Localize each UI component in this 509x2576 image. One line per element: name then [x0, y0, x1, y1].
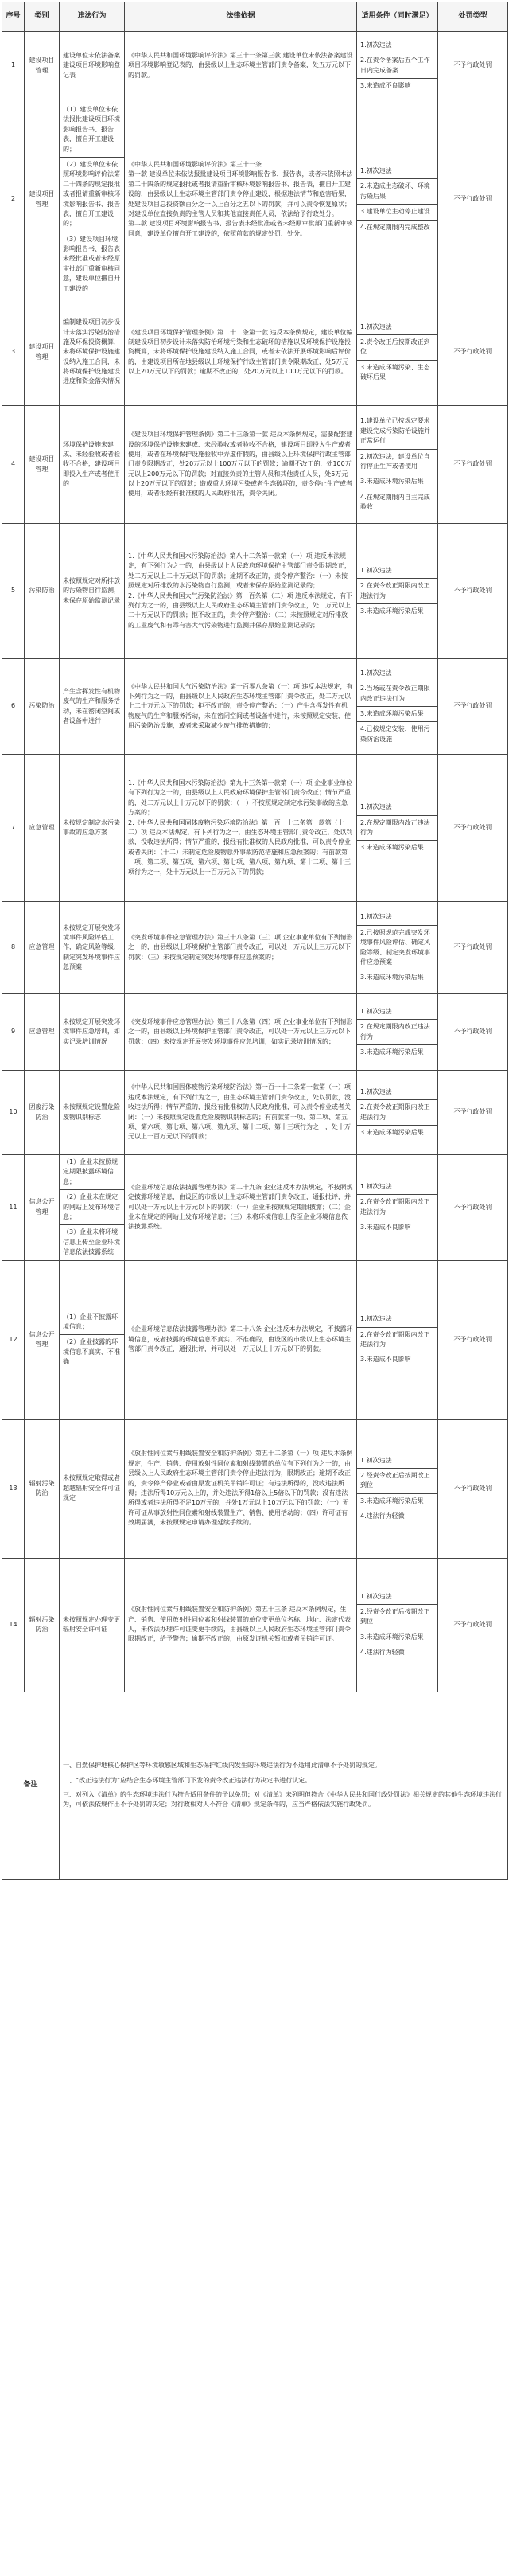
- condition-item: 3.未造成环境污染后果: [360, 607, 424, 615]
- table-row: [2, 1558, 508, 1692]
- row-conditions: [357, 1155, 438, 1261]
- condition-item: 2.经责令改正后按期改正到位: [357, 1469, 437, 1494]
- row-penalty-type: 不予行政处罚: [438, 32, 508, 100]
- row-number: 6: [2, 659, 25, 755]
- note-label: 备注: [2, 1692, 60, 1879]
- condition-item: 1.初次违法: [357, 1180, 437, 1195]
- row-conditions: [357, 994, 438, 1071]
- row-conditions: [357, 100, 438, 299]
- row-penalty-type: 不予行政处罚: [438, 100, 508, 299]
- table-row: [2, 299, 508, 406]
- row-conditions: [357, 659, 438, 755]
- row-category: 建设项目管理: [25, 32, 60, 100]
- row-number: 13: [2, 1419, 25, 1558]
- table-row: [2, 1260, 508, 1419]
- violation-item: （2）企业披露的环境信息不真实、不准确: [63, 1338, 120, 1366]
- condition-item: 1.初次违法: [357, 1454, 437, 1469]
- row-penalty-type: 不予行政处罚: [438, 659, 508, 755]
- row-conditions: [357, 755, 438, 902]
- row-legal-basis: 《中华人民共和国固体废物污染环境防治法》第一百一十二条第一款第（一）项 违反本法规定，有下列行为之一，由生态环境主管部门责令改正，处以罚款，没收违法所得；情节严重的，报经有批准权的人民政府批准，可以责令停业或者关闭：（一）未按照规定设置危险废物识别标志的；有前款第一项、第二项、第五项、第六项、第七项、第八项、第九项、第十二项、第十三项行为之一，处十万元以上一百万元以下的罚款；: [125, 1071, 357, 1155]
- note-body: [60, 1692, 508, 1879]
- row-legal-basis: 《放射性同位素与射线装置安全和防护条例》第五十二条第（一）项 违反本条例规定，生产、销售、使用放射性同位素和射线装置的单位有下列行为之一的，由县级以上人民政府生态环境主管部门责令停止违法行为，限期改正；逾期不改正的，责令停产停业或者由原发证机关吊销许可证；有违法所得的，没收违法所得；违法所得10万元以上的，并处违法所得1倍以上5倍以下的罚款；没有违法所得或者违法所得不足10万元的，并处1万元以上10万元以下的罚款：（一）无许可证从事放射性同位素和射线装置生产、销售、使用活动的；（四）许可证有效期届满，未按照规定申请办理延续手续的。: [125, 1419, 357, 1558]
- condition-item: 3.未造成不良影响: [360, 81, 411, 89]
- table-row: [2, 1419, 508, 1558]
- row-penalty-type: 不予行政处罚: [438, 1419, 508, 1558]
- condition-item: 1.初次违法: [357, 164, 437, 179]
- row-number: 7: [2, 755, 25, 902]
- header-conditions: 适用条件（同时满足）: [357, 2, 438, 32]
- table-row: [2, 100, 508, 299]
- note-row: [2, 1692, 508, 1879]
- row-violation: 未按规定开展突发环境事件应急培训，如实记录培训情况: [60, 994, 125, 1071]
- row-number: 11: [2, 1155, 25, 1261]
- row-violation: [60, 1260, 125, 1419]
- row-number: 3: [2, 299, 25, 406]
- condition-item: 3.未造成不良影响: [360, 1356, 411, 1364]
- condition-item: 2.经责令改正后按期改正到位: [357, 1605, 437, 1630]
- header-legal-basis: 法律依据: [125, 2, 357, 32]
- condition-item: 3.未造成不良影响: [360, 1224, 411, 1231]
- note-item: 三、对列入《清单》的生态环境违法行为符合适用条件的予以免罚；对《清单》未列明但符合《中华人民共和国行政处罚法》相关规定的其他生态环境违法行为，可依法依规作出不予处罚的决定；对行政相对人不符合《清单》规定条件的，应当严格依法实施行政处罚。: [63, 1791, 502, 1809]
- table-row: [2, 1155, 508, 1261]
- row-category: 辐射污染防治: [25, 1419, 60, 1558]
- condition-item: 3.未造成环境污染后果: [357, 1630, 437, 1645]
- violation-item: （3）建设项目环境影响报告书、报告表未经批准或者未经原审批部门重新审核同意，建设单位擅自开工建设的: [63, 235, 120, 292]
- condition-item: 2.初次违法，建设单位自行停止生产或者使用: [357, 450, 437, 475]
- table-row: [2, 524, 508, 659]
- row-category: 建设项目管理: [25, 100, 60, 299]
- row-violation: 未按照规定办理变更辐射安全许可证: [60, 1558, 125, 1692]
- row-violation: 建设单位未依法备案建设项目环境影响登记表: [60, 32, 125, 100]
- table-row: [2, 32, 508, 100]
- table-row: [2, 406, 508, 524]
- row-violation: 环境保护设施未建成、未经验收或者验收不合格，建设项目即投入生产或者使用的: [60, 406, 125, 524]
- condition-item: 2.责令改正后按期改正到位: [357, 335, 437, 361]
- row-violation: 未按照规定取得或者超越辐射安全许可证规定: [60, 1419, 125, 1558]
- row-category: 污染防治: [25, 659, 60, 755]
- condition-item: 1.初次违法: [357, 320, 437, 335]
- condition-item: 1.初次违法: [357, 564, 437, 579]
- condition-item: 2.未造成生态破坏、环境污染后果: [357, 179, 437, 205]
- condition-item: 1.初次违法: [357, 1312, 437, 1327]
- condition-item: 3.未造成环境污染后果: [357, 474, 437, 490]
- condition-item: 1.初次违法: [357, 800, 437, 815]
- table-row: [2, 1071, 508, 1155]
- row-legal-basis: 《建设项目环境保护管理条例》第二十三条第一款 违反本条例规定，需要配套建设的环境保护设施未建成、未经验收或者验收不合格，建设项目即投入生产或者使用，或者在环境保护设施验收中弄虚作假的，由县级以上环境保护行政主管部门责令限期改正，处20万元以上100万元以下的罚款；逾期不改正的，处100万元以上200万元以下的罚款；对直接负责的主管人员和其他责任人员，处5万元以上20万元以下的罚款；造成重大环境污染或者生态破坏的，责令停止生产或者使用，或者报经有批准权的人民政府批准，责令关闭。: [125, 406, 357, 524]
- table-header-row: [2, 2, 508, 32]
- condition-item: 3.未造成环境污染后果: [357, 707, 437, 722]
- condition-item: 3.未造成环境污染、生态破坏后果: [360, 363, 430, 381]
- row-penalty-type: 不予行政处罚: [438, 902, 508, 994]
- condition-item: 1.初次违法: [357, 1005, 437, 1020]
- row-category: 固废污染防治: [25, 1071, 60, 1155]
- row-number: 5: [2, 524, 25, 659]
- row-number: 10: [2, 1071, 25, 1155]
- condition-item: 1.建设单位已按规定要求建设完成污染防治设施并正常运行: [357, 414, 437, 449]
- row-number: 8: [2, 902, 25, 994]
- table-row: [2, 659, 508, 755]
- condition-item: 2.当场或在责令改正期限内改正违法行为: [357, 681, 437, 707]
- row-violation: 未按规定开展突发环境事件风险评估工作，确定风险等级，制定突发环境事件应急预案: [60, 902, 125, 994]
- row-penalty-type: 不予行政处罚: [438, 299, 508, 406]
- violation-item: （1）企业不披露环境信息；: [60, 1310, 124, 1336]
- row-number: 2: [2, 100, 25, 299]
- condition-item: 3.未造成环境污染后果: [360, 1128, 424, 1136]
- row-conditions: [357, 32, 438, 100]
- row-violation: 未按规定制定水污染事故的应急方案: [60, 755, 125, 902]
- header-category: 类别: [25, 2, 60, 32]
- table-body: [2, 32, 508, 1880]
- condition-item: 1.初次违法: [357, 666, 437, 681]
- note-item: 二、“改正违法行为”应结合生态环境主管部门下发的责令改正违法行为决定书进行认定。: [63, 1776, 312, 1784]
- row-legal-basis: 1.《中华人民共和国水污染防治法》第九十三条第一款第（一）项 企业事业单位有下列行为之一的，由县级以上人民政府环境保护主管部门责令改正；情节严重的，处二万元以上十万元以下的罚款：（一）不按照规定制定水污染事故的应急方案的； 2.《中华人民共和国固体废物污染环境防治法》第一百一十二条第一款第（十二）项 违反本法规定，有下列行为之一，由生态环境主管部门责令改正，处以罚款，没收违法所得；情节严重的，报经有批准权的人民政府批准，可以责令停业或者关闭：（十二）未制定危险废物意外事故防范措施和应急预案的；有前款第一项、第二项、第五项、第六项、第七项、第八项、第九项、第十二项、第十三项行为之一，处十万元以上一百万元以下的罚款；: [125, 755, 357, 902]
- row-penalty-type: 不予行政处罚: [438, 755, 508, 902]
- row-conditions: [357, 406, 438, 524]
- row-number: 4: [2, 406, 25, 524]
- condition-item: 3.未造成环境污染后果: [360, 974, 424, 982]
- row-violation: 未按照规定对所排放的污染物自行监测，未保存原始监测记录: [60, 524, 125, 659]
- row-conditions: [357, 1260, 438, 1419]
- header-penalty-type: 处罚类型: [438, 2, 508, 32]
- row-category: 应急管理: [25, 755, 60, 902]
- row-penalty-type: 不予行政处罚: [438, 994, 508, 1071]
- row-category: 辐射污染防治: [25, 1558, 60, 1692]
- table-row: [2, 994, 508, 1071]
- row-category: 建设项目管理: [25, 299, 60, 406]
- row-penalty-type: 不予行政处罚: [438, 1155, 508, 1261]
- row-legal-basis: 《企业环境信息依法披露管理办法》第二十八条 企业违反本办法规定，不披露环境信息，或者披露的环境信息不真实、不准确的，由设区的市级以上生态环境主管部门责令改正，通报批评，并可以处一万元以上十万元以下的罚款。: [125, 1260, 357, 1419]
- row-penalty-type: 不予行政处罚: [438, 406, 508, 524]
- condition-item: 1.初次违法: [357, 38, 437, 53]
- condition-item: 4.在规定期限内自主完成验收: [360, 493, 430, 511]
- header-violation: 违法行为: [60, 2, 125, 32]
- row-penalty-type: 不予行政处罚: [438, 1558, 508, 1692]
- row-category: 建设项目管理: [25, 406, 60, 524]
- row-conditions: [357, 1071, 438, 1155]
- row-legal-basis: 《中华人民共和国大气污染防治法》第一百零八条第（一）项 违反本法规定，有下列行为之一的，由县级以上人民政府生态环境主管部门责令改正，处二万元以上二十万元以下的罚款；拒不改正的，责令停产整治：（一）产生含挥发性有机物废气的生产和服务活动，未在密闭空间或者设备中进行，未按照规定安装、使用污染防治设施，或者未采取减少废气排放措施的；: [125, 659, 357, 755]
- row-category: 应急管理: [25, 902, 60, 994]
- row-conditions: [357, 1419, 438, 1558]
- condition-item: 2.在规定期限内改正违法行为: [357, 1020, 437, 1045]
- condition-item: 1.初次违法: [357, 1590, 437, 1605]
- row-number: 14: [2, 1558, 25, 1692]
- violation-item: （1）建设单位未依法报批建设项目环境影响报告书、报告表，擅自开工建设的；: [60, 103, 124, 158]
- violation-item: （3）企业未将环境信息上传至企业环境信息依法披露系统: [63, 1228, 120, 1256]
- condition-item: 2.在责令改正期限内改正违法行为: [357, 1100, 437, 1126]
- condition-item: 4.违法行为轻微: [360, 1649, 405, 1657]
- condition-item: 4.在规定期限内完成整改: [360, 223, 430, 231]
- condition-item: 3.未造成环境污染后果: [357, 1494, 437, 1509]
- row-legal-basis: 《建设项目环境保护管理条例》第二十二条第一款 违反本条例规定，建设单位编制建设项目初步设计未落实防治环境污染和生态破坏的措施以及环境保护设施投资概算，未将环境保护设施建设纳入施工合同，或者未依法开展环境影响后评价的，由建设项目所在地县级以上环境保护行政主管部门责令限期改正，处5万元以上20万元以下的罚款；逾期不改正的，处20万元以上100万元以下的罚款。: [125, 299, 357, 406]
- row-legal-basis: 1.《中华人民共和国水污染防治法》第八十二条第一款第（一）项 违反本法规定，有下列行为之一的，由县级以上人民政府环境保护主管部门责令限期改正，处二万元以上二十万元以下的罚款；逾期不改正的，责令停产整治：（一）未按照规定对所排放的水污染物自行监测，或者未保存原始监测记录的； 2.《中华人民共和国大气污染防治法》第一百条第（二）项 违反本法规定，有下列行为之一的，由县级以上人民政府生态环境主管部门责令改正，处二万元以上二十万元以下的罚款；拒不改正的，责令停产整治：（二）未按照规定对所排放的工业废气和有毒有害大气污染物进行监测并保存原始监测记录的；: [125, 524, 357, 659]
- row-number: 9: [2, 994, 25, 1071]
- row-number: 1: [2, 32, 25, 100]
- condition-item: 4.违法行为轻微: [360, 1512, 405, 1520]
- condition-item: 2.在规定期限内改正违法行为: [357, 816, 437, 841]
- row-number: 12: [2, 1260, 25, 1419]
- condition-item: 1.初次违法: [357, 1085, 437, 1100]
- row-legal-basis: 《中华人民共和国环境影响评价法》第三十一条第三款 建设单位未依法备案建设项目环境影响登记表的，由县级以上生态环境主管部门责令备案，处五万元以下的罚款。: [125, 32, 357, 100]
- table-row: [2, 902, 508, 994]
- note-item: 一、自然保护地核心保护区等环境敏感区域和生态保护红线内发生的环境违法行为不适用此清单不予处罚的规定。: [63, 1762, 381, 1770]
- row-legal-basis: 《放射性同位素与射线装置安全和防护条例》第五十三条 违反本条例规定，生产、销售、使用放射性同位素和射线装置的单位变更单位名称、地址、法定代表人，未依法办理许可证变更手续的，由县级以上人民政府生态环境主管部门责令限期改正，给予警告；逾期不改正的，由原发证机关暂扣或者吊销许可证。: [125, 1558, 357, 1692]
- row-penalty-type: 不予行政处罚: [438, 1071, 508, 1155]
- condition-item: 2.已按照规范完成突发环境事件风险评估、确定风险等级、制定突发环境事件应急预案: [357, 926, 437, 971]
- row-legal-basis: 《中华人民共和国环境影响评价法》第三十一条 第一款 建设单位未依法报批建设项目环境影响报告书、报告表，或者未依照本法第二十四条的规定报批或者报请重新审核环境影响报告书、报告表，擅自开工建设的，由县级以上生态环境主管部门责令停止建设，根据违法情节和危害后果，处建设项目总投资额百分之一以上百分之五以下的罚款，并可以责令恢复原状；对建设单位直接负责的主管人员和其他直接责任人员，依法给予行政处分。 第二款 建设项目环境影响报告书、报告表未经批准或者未经原审批部门重新审核同意，建设单位擅自开工建设的，依照前款的规定处罚、处分。: [125, 100, 357, 299]
- row-conditions: [357, 902, 438, 994]
- violation-item: （1）企业未按照规定期限披露环境信息；: [60, 1155, 124, 1190]
- condition-item: 2.在责令改正期限内改正违法行为: [357, 1195, 437, 1220]
- row-legal-basis: 《突发环境事件应急管理办法》第三十八条第（三）项 企业事业单位有下列情形之一的，由县级以上环境保护主管部门责令改正，可以处一万元以上三万元以下罚款：（三）未按规定制定突发环境事件应急预案的；: [125, 902, 357, 994]
- condition-item: 1.初次违法: [357, 910, 437, 925]
- condition-item: 2.在责令改正期限内改正违法行为: [357, 1328, 437, 1353]
- condition-item: 4.已按规定安装、使用污染防治设施: [360, 725, 430, 743]
- row-penalty-type: 不予行政处罚: [438, 524, 508, 659]
- row-violation: 产生含挥发性有机物废气的生产和服务活动，未在密闭空间或者设备中进行: [60, 659, 125, 755]
- condition-item: 3.未造成环境污染后果: [360, 844, 424, 852]
- violation-item: （2）企业未在规定的网站上发布环境信息；: [60, 1190, 124, 1225]
- row-legal-basis: 《企业环境信息依法披露管理办法》第二十九条 企业违反本办法规定，不按照规定披露环境信息，由设区的市级以上生态环境主管部门责令改正，通报批评，并可以处一万元以上十万元以下的罚款：（一）企业未按照规定期限披露；（二）企业未在规定的网站上发布环境信息；（三）未将环境信息上传至企业环境信息依法披露系统。: [125, 1155, 357, 1261]
- violation-item: （2）建设单位未依照环境影响评价法第二十四条的规定报批或者报请重新审核环境影响报告书、报告表，擅自开工建设的；: [60, 158, 124, 232]
- row-violation: 未按照规定设置危险废物识别标志: [60, 1071, 125, 1155]
- row-category: 应急管理: [25, 994, 60, 1071]
- table-row: [2, 755, 508, 902]
- condition-item: 3.未造成环境污染后果: [360, 1048, 424, 1056]
- row-category: 信息公开管理: [25, 1155, 60, 1261]
- row-violation: [60, 100, 125, 299]
- row-violation: 编制建设项目初步设计未落实污染防治措施及环保投资概算，未将环境保护设施建设纳入施工合同，未将环境保护设施建设进度和资金落实情况: [60, 299, 125, 406]
- row-violation: [60, 1155, 125, 1261]
- row-penalty-type: 不予行政处罚: [438, 1260, 508, 1419]
- row-conditions: [357, 299, 438, 406]
- row-conditions: [357, 524, 438, 659]
- condition-item: 2.在责令备案后五个工作日内完成备案: [357, 53, 437, 79]
- condition-item: 2.在责令改正期限内改正违法行为: [357, 579, 437, 604]
- header-no: 序号: [2, 2, 25, 32]
- row-category: 信息公开管理: [25, 1260, 60, 1419]
- condition-item: 3.建设单位主动停止建设: [357, 205, 437, 220]
- penalty-exemption-table: [2, 2, 508, 1880]
- row-category: 污染防治: [25, 524, 60, 659]
- row-conditions: [357, 1558, 438, 1692]
- row-legal-basis: 《突发环境事件应急管理办法》第三十八条第（四）项 企业事业单位有下列情形之一的，由县级以上环境保护主管部门责令改正，可以处一万元以上三万元以下罚款：（四）未按规定开展突发环境事件应急培训，如实记录培训情况的；: [125, 994, 357, 1071]
